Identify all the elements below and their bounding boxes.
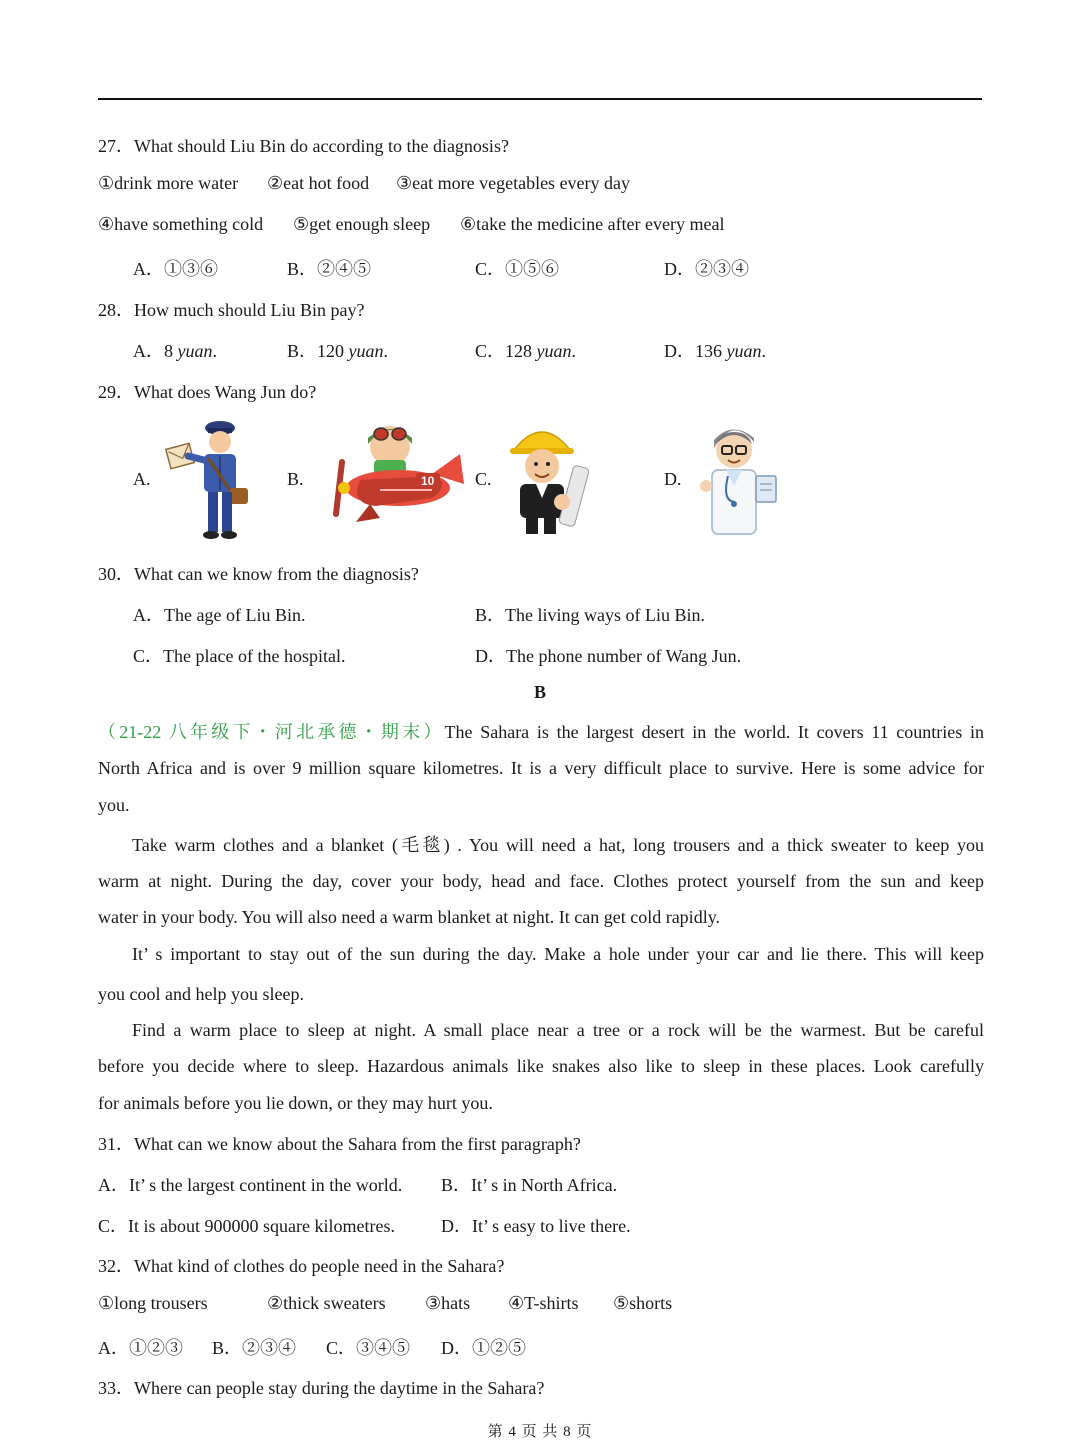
passage-line-6: water in your body. You will also need a warm blanket at night. It can get cold rapidly.	[98, 907, 721, 927]
passage-line-1: （21-22 八年级下・河北承德・期末）The Sahara is the largest desert in the world. It covers 11 countries in	[98, 722, 984, 742]
section-heading: B	[533, 682, 546, 702]
q30-question: 30．What can we know from the diagnosis?	[98, 564, 419, 584]
passage-line-8: you cool and help you sleep.	[98, 984, 304, 1004]
passage-line-3: you.	[98, 795, 130, 815]
q28-option-a: A．8 yuan.	[133, 341, 217, 361]
q30-option-d: D．The phone number of Wang Jun.	[475, 646, 742, 666]
q30-option-c: C．The place of the hospital.	[133, 646, 346, 666]
q28-option-b: B．120 yuan.	[287, 341, 389, 361]
plane-number: 10	[421, 474, 435, 488]
q32-option-d: D．①②⑤	[441, 1338, 526, 1358]
q32-item-3: ③hats	[425, 1293, 471, 1313]
q32-question: 32．What kind of clothes do people need in the Sahara?	[98, 1256, 505, 1276]
q27-option-d: D．②③④	[664, 259, 749, 279]
pilot-picture	[320, 418, 466, 524]
q28-option-d: D．136 yuan.	[664, 341, 766, 361]
q32-item-1: ①long trousers	[98, 1293, 208, 1313]
passage-line-9: Find a warm place to sleep at night. A small place near a tree or a rock will be the warmest. But be careful	[132, 1020, 984, 1040]
q30-option-b: B．The living ways of Liu Bin.	[475, 605, 705, 625]
passage-line-5: warm at night. During the day, cover your body, head and face. Clothes protect yourself from the sun and keep	[98, 871, 984, 891]
q31-option-a: A．It’ s the largest continent in the world.	[98, 1175, 403, 1195]
q27-option-c: C．①⑤⑥	[475, 259, 560, 279]
postman-picture	[162, 416, 252, 540]
q32-item-2: ②thick sweaters	[267, 1293, 386, 1313]
q31-question: 31．What can we know about the Sahara from the first paragraph?	[98, 1134, 581, 1154]
engineer-picture	[504, 420, 598, 538]
passage-line-11: for animals before you lie down, or they may hurt you.	[98, 1093, 493, 1113]
q32-item-5: ⑤shorts	[613, 1293, 673, 1313]
q27-item-1: ①drink more water	[98, 173, 239, 193]
q31-option-c: C．It is about 900000 square kilometres.	[98, 1216, 395, 1236]
q27-item-4: ④have something cold	[98, 214, 264, 234]
doctor-picture	[698, 420, 780, 538]
q29-label-d: D.	[664, 469, 682, 489]
header-rule	[98, 98, 982, 100]
q27-item-6: ⑥take the medicine after every meal	[460, 214, 725, 234]
q33-question: 33．Where can people stay during the daytime in the Sahara?	[98, 1378, 545, 1398]
q31-option-d: D．It’ s easy to live there.	[441, 1216, 631, 1236]
q27-item-3: ③eat more vegetables every day	[396, 173, 631, 193]
q27-option-b: B．②④⑤	[287, 259, 372, 279]
q29-label-c: C.	[475, 469, 492, 489]
q28-question: 28．How much should Liu Bin pay?	[98, 300, 365, 320]
passage-line-10: before you decide where to sleep. Hazardous animals like snakes also like to sleep in these places. Look carefully	[98, 1056, 984, 1076]
q32-option-c: C．③④⑤	[326, 1338, 411, 1358]
page-footer: 第 4 页 共 8 页	[487, 1424, 593, 1440]
q28-option-c: C．128 yuan.	[475, 341, 577, 361]
q29-question: 29．What does Wang Jun do?	[98, 382, 317, 402]
passage-line-7: It’ s important to stay out of the sun during the day. Make a hole under your car and lie there. This will keep	[132, 944, 984, 964]
q32-item-4: ④T-shirts	[508, 1293, 579, 1313]
q31-option-b: B．It’ s in North Africa.	[441, 1175, 618, 1195]
q29-label-a: A.	[133, 469, 151, 489]
q30-option-a: A．The age of Liu Bin.	[133, 605, 306, 625]
passage-line-4: Take warm clothes and a blanket (毛毯) . You will need a hat, long trousers and a thick sweater to keep you	[132, 835, 984, 855]
q27-option-a: A．①③⑥	[133, 259, 218, 279]
source-tag: （21-22 八年级下・河北承德・期末）	[98, 722, 445, 742]
passage-line-2: North Africa and is over 9 million square kilometres. It is a very difficult place to survive. Here is some advice for	[98, 758, 984, 778]
q27-item-2: ②eat hot food	[267, 173, 370, 193]
q27-item-5: ⑤get enough sleep	[293, 214, 431, 234]
q32-option-b: B．②③④	[212, 1338, 297, 1358]
q29-label-b: B.	[287, 469, 304, 489]
q32-option-a: A．①②③	[98, 1338, 183, 1358]
q27-question: 27．What should Liu Bin do according to the diagnosis?	[98, 136, 509, 156]
